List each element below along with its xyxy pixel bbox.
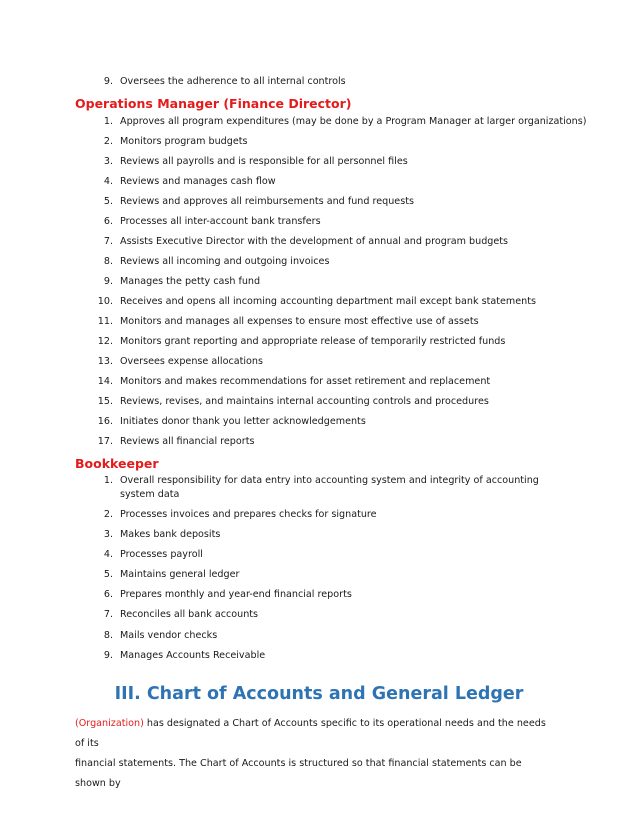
list-item: 6. Processes all inter-account bank transfers: [103, 216, 321, 227]
list-item: 5. Reviews and approves all reimbursements and fund requests: [103, 196, 414, 207]
list-item: 7. Assists Executive Director with the development of annual and program budgets: [103, 236, 509, 247]
list-item: 15. Reviews, revises, and maintains internal accounting controls and procedures: [97, 396, 489, 407]
list-item: 13. Oversees expense allocations: [97, 356, 263, 367]
list-item: 7. Reconciles all bank accounts: [103, 609, 259, 620]
list-item: 5. Maintains general ledger: [103, 569, 240, 580]
paragraph-text: has designated a Chart of Accounts specific to its operational needs and the needs of its: [75, 718, 546, 749]
list-text: Oversees the adherence to all internal controls: [120, 76, 346, 87]
list-item: 9. Manages the petty cash fund: [103, 276, 261, 287]
list-item: 1. Approves all program expenditures (may be done by a Program Manager at larger organizations): [103, 116, 587, 127]
organization-placeholder: (Organization): [75, 718, 144, 729]
list-item: 16. Initiates donor thank you letter acknowledgements: [97, 416, 366, 427]
list-item: 12. Monitors grant reporting and appropriate release of temporarily restricted funds: [97, 336, 506, 347]
paragraph-line-2: financial statements. The Chart of Accounts is structured so that financial statements can be shown by: [75, 758, 522, 789]
list-item: 4. Reviews and manages cash flow: [103, 176, 276, 187]
list-item: 17. Reviews all financial reports: [97, 436, 255, 447]
list-item: 10. Receives and opens all incoming accounting department mail except bank statements: [97, 296, 536, 307]
list-item: 4. Processes payroll: [103, 549, 203, 560]
list-item: 8. Mails vendor checks: [103, 630, 218, 641]
list-item: 11. Monitors and manages all expenses to ensure most effective use of assets: [97, 316, 479, 327]
section-heading-bookkeeper: Bookkeeper: [75, 456, 159, 471]
section-title: III. Chart of Accounts and General Ledger: [114, 684, 524, 704]
list-item: 3. Reviews all payrolls and is responsible for all personnel files: [103, 156, 408, 167]
list-item: 3. Makes bank deposits: [103, 529, 221, 540]
list-item: 6. Prepares monthly and year-end financial reports: [103, 589, 352, 600]
list-item: [91, 75, 561, 89]
list-item: 8. Reviews all incoming and outgoing invoices: [103, 256, 330, 267]
list-number: 9.: [103, 76, 113, 87]
section-heading-operations-manager: Operations Manager (Finance Director): [75, 96, 352, 111]
paragraph-line-1: [75, 714, 555, 754]
list-item: 14. Monitors and makes recommendations for asset retirement and replacement: [97, 376, 491, 387]
body-paragraph: [75, 714, 555, 794]
list-item: 2. Monitors program budgets: [103, 136, 248, 147]
list-item: 1. Overall responsibility for data entry into accounting system and integrity of accounting system data: [103, 475, 539, 500]
list-item: 2. Processes invoices and prepares checks for signature: [103, 509, 377, 520]
list-item: 9. Manages Accounts Receivable: [103, 650, 266, 661]
